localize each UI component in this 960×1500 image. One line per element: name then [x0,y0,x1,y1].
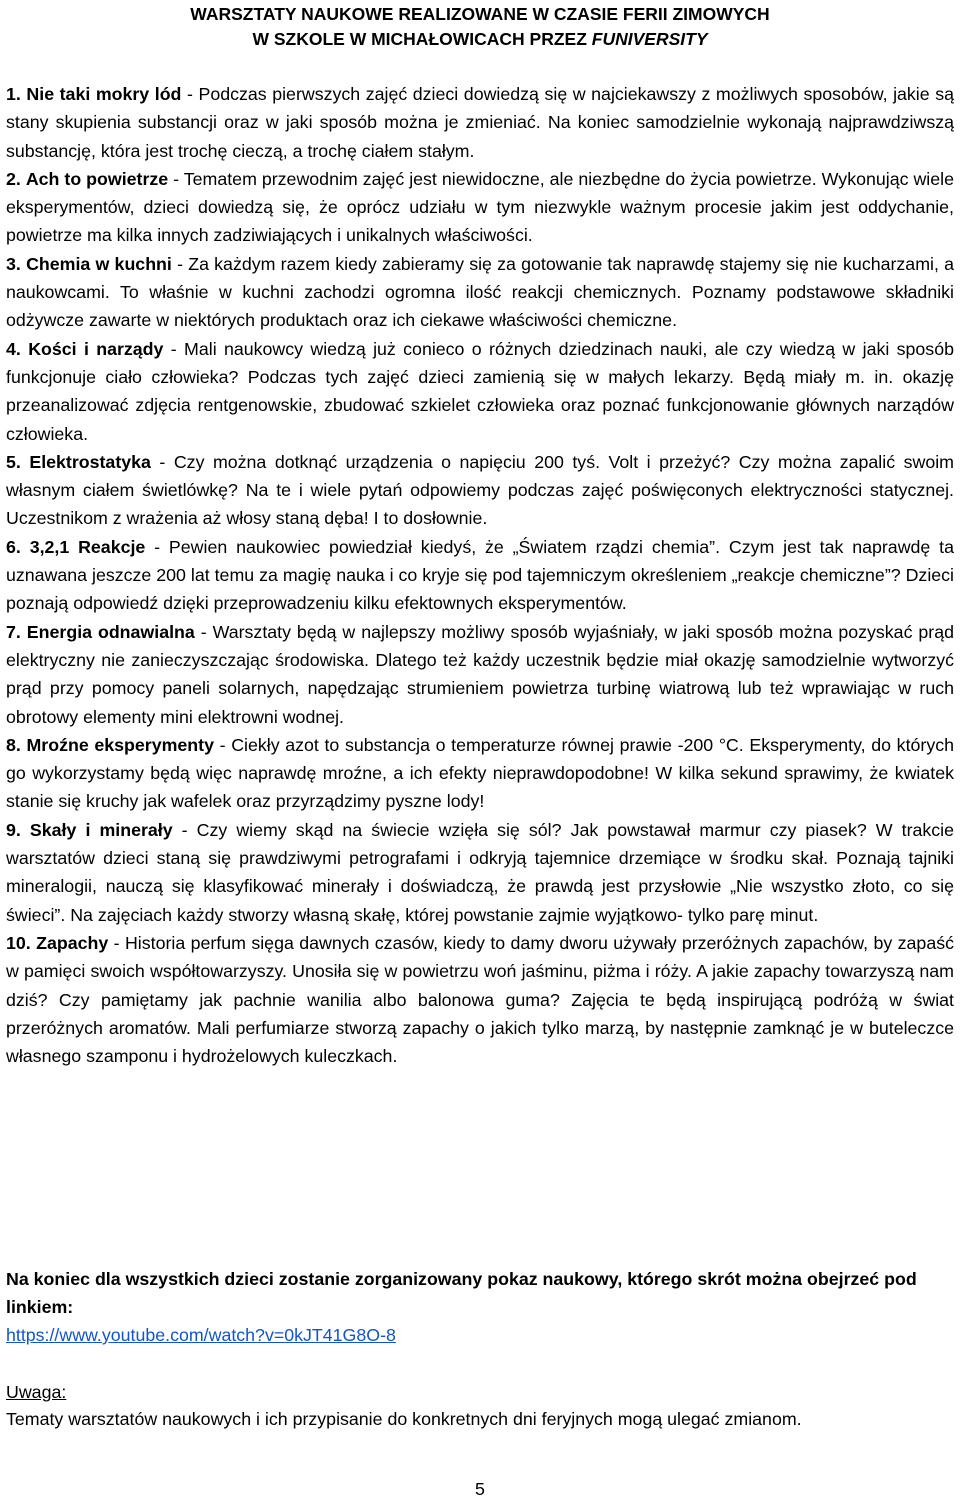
workshop-number: 8. [6,734,21,755]
remark-label: Uwaga: [6,1382,67,1402]
workshop-item-6 [6,533,954,618]
workshop-description: - Mali naukowcy wiedzą już conieco o różnych dziedzinach nauki, ale czy wiedzą w jaki sposób funkcjonuje ciało człowieka? Podczas tych zajęć dzieci zamienią się w małych lekarzy. Będą miały m. in. okazję przeanalizować zdjęcia rentgenowskie, zbudować szkielet człowieka oraz poznać funkcjonowanie głównych narządów człowieka. [6,338,954,444]
document-title [0,2,960,52]
workshop-number: 4. [6,338,21,359]
workshop-description: - Za każdym razem kiedy zabieramy się za gotowanie tak naprawdę stajemy się nie kucharzami, a naukowcami. To właśnie w kuchni zachodzi ogromna ilość reakcji chemicznych. Poznamy podstawowe składniki odżywcze zawarte w niektórych produktach oraz ich ciekawe właściwości chemiczne. [6,253,954,331]
workshop-item-5 [6,448,954,533]
title-line-2 [0,27,960,52]
workshop-item-3 [6,250,954,335]
workshop-name: Nie taki mokry lód [26,84,182,104]
workshop-number: 3. [6,253,21,274]
workshop-list [6,80,954,1070]
workshop-description: - Historia perfum sięga dawnych czasów, kiedy to damy dworu używały przeróżnych zapachów, by zapaść w pamięci swoich współtowarzyszy. Unosiła się w powietrzu woń jaśminu, piżma i róży. A jakie zapachy towarzyszą nam dziś? Czy pamiętamy jak pachnie wanilia albo balonowa guma? Zajęcia te będą inspirującą podróżą w świat przeróżnych aromatów. Mali perfumiarze stworzą zapachy o jakich tylko marzą, by następnie zamknąć je w buteleczce własnego szamponu i hydrożelowych kuleczkach. [6,932,954,1067]
title-line-2-text: W SZKOLE W MICHAŁOWICACH PRZEZ [252,29,592,49]
workshop-description: - Tematem przewodnim zajęć jest niewidoczne, ale niezbędne do życia powietrze. Wykonując wiele eksperymentów, dzieci dowiedzą się, że oprócz udziału w tym niezwykle ważnym procesie jakim jest oddychanie, powietrze ma kilka innych zadziwiających i unikalnych właściwości. [6,168,954,246]
workshop-description: - Podczas pierwszych zajęć dzieci dowiedzą się w najciekawszy z możliwych sposobów, jakie są stany skupienia substancji oraz w jaki sposób można je zmieniać. Na koniec samodzielnie wykonają najprawdziwszą substancję, która jest trochę cieczą, a trochę ciałem stałym. [6,84,954,161]
workshop-item-10 [6,929,954,1070]
workshop-name: 3,2,1 Reakcje [29,536,146,557]
workshop-item-4 [6,335,954,448]
workshop-number: 2. [6,168,21,189]
workshop-number: 5. [6,451,21,472]
final-note: Na koniec dla wszystkich dzieci zostanie zorganizowany pokaz naukowy, którego skrót można obejrzeć pod linkiem: [6,1269,917,1317]
workshop-number: 7. [6,621,21,642]
workshop-item-2 [6,165,954,250]
workshop-name: Chemia w kuchni [26,253,172,274]
workshop-item-9 [6,816,954,929]
title-brand: FUNIVERSITY [591,29,708,49]
page-number: 5 [475,1479,485,1499]
workshop-number: 10. [6,932,31,953]
workshop-name: Kości i narządy [28,338,164,359]
video-link[interactable]: https://www.youtube.com/watch?v=0kJT41G8O-8 [6,1325,396,1345]
workshop-name: Energia odnawialna [26,621,195,642]
workshop-name: Ach to powietrze [25,168,169,189]
workshop-description: - Warsztaty będą w najlepszy możliwy sposób wyjaśniały, w jaki sposób można pozyskać prąd elektryczny nie zanieczyszczając środowiska. Dlatego też każdy uczestnik będzie miał okazję samodzielnie wytworzyć prąd przy pomocy paneli solarnych, napędzając strumieniem powietrza turbinę wiatrową lub też wprawiając w ruch obrotowy elementy mini elektrowni wodnej. [6,621,954,727]
workshop-item-8 [6,731,954,816]
workshop-description: - Pewien naukowiec powiedział kiedyś, że „Światem rządzi chemia”. Czym jest tak naprawdę ta uznawana jeszcze 200 lat temu za magię nauka i co kryje się pod tajemniczym określeniem „reakcje chemiczne”? Dzieci poznają odpowiedź dzięki przeprowadzeniu kilku efektownych eksperymentów. [6,536,954,614]
workshop-number: 6. [6,536,21,557]
remark-text: Tematy warsztatów naukowych i ich przypisanie do konkretnych dni feryjnych mogą ulegać zmianom. [6,1409,802,1429]
workshop-description: - Czy wiemy skąd na świecie wzięła się sól? Jak powstawał marmur czy piasek? W trakcie warsztatów dzieci staną się prawdziwymi petrografami i odkryją tajemnice drzemiące w środku skał. Poznają tajniki mineralogii, nauczą się klasyfikować minerały i doświadczą, że prawdą jest przysłowie „Nie wszystko złoto, co się świeci”. Na zajęciach każdy stworzy własną skałę, której powstanie zajmie wyjątkowo- tylko parę minut. [6,819,955,925]
workshop-name: Skały i minerały [29,819,173,840]
workshop-description: - Czy można dotknąć urządzenia o napięciu 200 tyś. Volt i przeżyć? Czy można zapalić swoim własnym ciałem świetlówkę? Na te i wiele pytań odpowiemy podczas zajęć poświęconych elektryczności statycznej. Uczestnikom z wrażenia aż włosy staną dęba! I to dosłownie. [6,451,954,529]
workshop-description: - Ciekły azot to substancja o temperaturze równej prawie -200 °C. Eksperymenty, do których go wykorzystamy będą więc naprawdę mroźne, a ich efekty nieprawdopodobne! W kilka sekund sprawimy, że kwiatek stanie się kruchy jak wafelek oraz przyrządzimy pyszne lody! [6,734,954,812]
workshop-name: Mroźne eksperymenty [26,734,214,755]
workshop-item-1 [6,80,954,165]
title-line-1: WARSZTATY NAUKOWE REALIZOWANE W CZASIE FERII ZIMOWYCH [190,4,770,24]
workshop-item-7 [6,618,954,731]
workshop-number: 9. [6,819,21,840]
workshop-name: Elektrostatyka [29,451,151,472]
workshop-number: 1. [6,84,21,104]
workshop-name: Zapachy [36,932,109,953]
